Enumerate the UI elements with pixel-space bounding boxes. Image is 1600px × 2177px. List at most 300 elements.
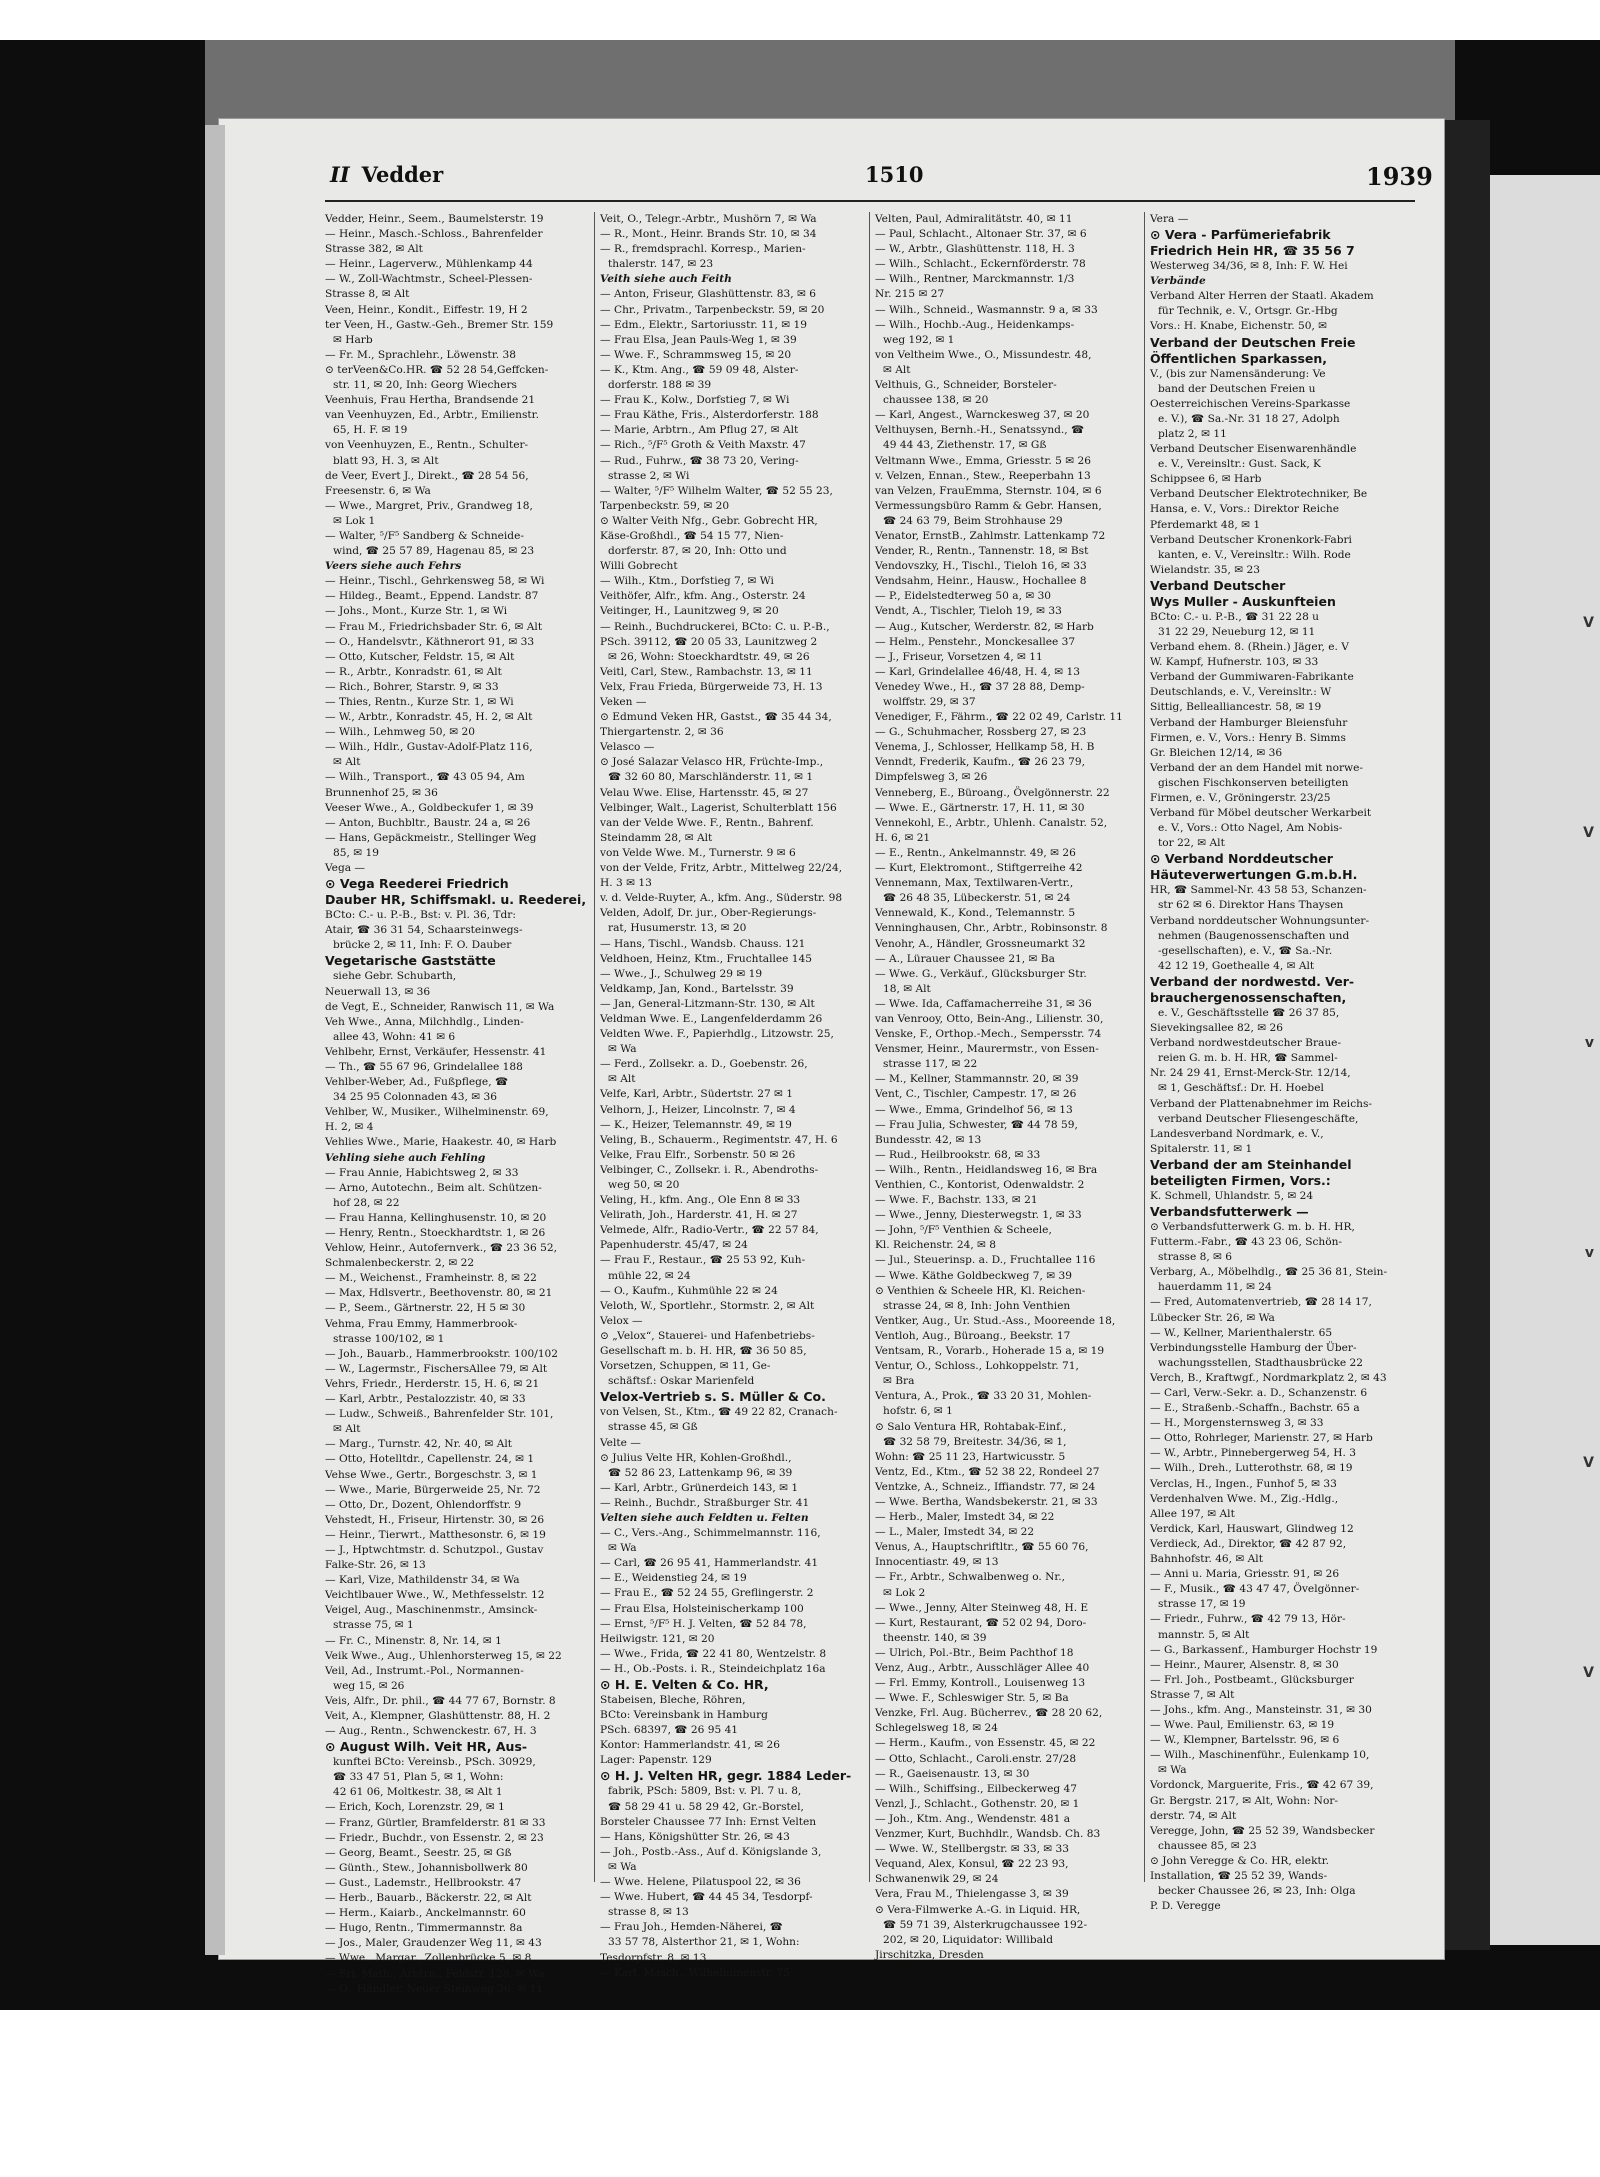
directory-entry: — Erich, Koch, Lorenzstr. 29, ✉ 1 (325, 1801, 505, 1814)
directory-entry: — Wwe. Paul, Emilienstr. 63, ✉ 19 (1150, 1719, 1335, 1732)
directory-entry: ⊙ John Veregge & Co. HR, elektr. (1150, 1854, 1330, 1867)
directory-entry: — Frl. Joh., Postbeamt., Glücksburger (1150, 1673, 1354, 1686)
directory-entry: — Henry, Rentn., Stoeckhardtstr. 1, ✉ 26 (325, 1227, 546, 1239)
directory-entry: Vera — (1150, 213, 1189, 225)
directory-entry: Vermessungsbüro Ramm & Gebr. Hansen, (875, 499, 1102, 512)
directory-entry: Deutschlands, e. V., Vereinsltr.: W (1150, 686, 1332, 699)
directory-entry: Venndt, Frederik, Kaufm., ☎ 26 23 79, (875, 756, 1085, 769)
directory-entry: — Karl, Arbtr., Pestalozzistr. 40, ✉ 33 (325, 1393, 526, 1406)
directory-entry: 49 44 43, Ziethenstr. 17, ✉ Gß (883, 439, 1047, 452)
directory-entry: Verband norddeutscher Wohnungsunter- (1150, 914, 1370, 927)
facing-page-fragment: v (1584, 1035, 1594, 1051)
directory-entry: v. Velzen, Ennan., Stew., Reeperbahn 13 (875, 469, 1091, 482)
directory-entry: — Franz, Gürtler, Bramfelderstr. 81 ✉ 33 (325, 1816, 546, 1829)
directory-entry: Falke-Str. 26, ✉ 13 (325, 1559, 426, 1572)
directory-entry: Kl. Reichenstr. 24, ✉ 8 (875, 1239, 997, 1252)
directory-entry: — Wwe., Emma, Grindelhof 56, ✉ 13 (875, 1103, 1073, 1116)
directory-entry: Strasse 8, ✉ Alt (325, 288, 410, 301)
directory-entry: — Arno, Autotechn., Beim alt. Schützen- (325, 1181, 542, 1194)
directory-entry: ☎ 52 86 23, Lattenkamp 96, ✉ 39 (608, 1466, 793, 1479)
directory-entry: Öffentlichen Sparkassen, (1150, 350, 1328, 366)
directory-entry: H. 2, ✉ 4 (325, 1121, 374, 1134)
directory-entry: ☎ 59 71 39, Alsterkrugchaussee 192- (883, 1918, 1088, 1931)
directory-entry: Velthuis, G., Schneider, Borsteler- (875, 379, 1057, 392)
directory-entry: e. V., Geschäftsstelle ☎ 26 37 85, (1158, 1006, 1340, 1019)
directory-entry: — R., Gaeisenaustr. 13, ✉ 30 (875, 1767, 1030, 1780)
directory-entry: — Otto, Dr., Dozent, Ohlendorffstr. 9 (325, 1498, 522, 1511)
directory-entry: — Anton, Friseur, Glashüttenstr. 83, ✉ 6 (600, 288, 816, 301)
directory-entry: Ventur, O., Schloss., Lohkoppelstr. 71, (875, 1360, 1079, 1373)
directory-entry: — O., Kaufm., Kuhmühle 22 ✉ 24 (600, 1284, 778, 1297)
directory-entry: — Kurt, Elektromont., Stiftgerreihe 42 (875, 862, 1083, 875)
directory-entry: Allee 197, ✉ Alt (1150, 1507, 1235, 1520)
directory-entry: allee 43, Wohn: 41 ✉ 6 (333, 1030, 456, 1043)
directory-entry: e. V., Vereinsltr.: Gust. Sack, K (1158, 458, 1321, 471)
directory-entry: Veldman Wwe. E., Langenfelderdamm 26 (600, 1012, 823, 1025)
directory-entry: — Edm., Elektr., Sartoriusstr. 11, ✉ 19 (600, 318, 807, 331)
directory-entry: ⊙ Vera - Parfümeriefabrik (1150, 227, 1331, 243)
directory-entry: — Wilh., Hochb.-Aug., Heidenkamps- (875, 318, 1075, 331)
directory-entry: Verbarg, A., Möbelhdlg., ☎ 25 36 81, Stein- (1150, 1266, 1388, 1279)
directory-entry: kanten, e. V., Vereinsltr.: Wilh. Rode (1158, 548, 1351, 561)
directory-entry: 42 61 06, Moltkestr. 38, ✉ Alt 1 (333, 1786, 503, 1799)
directory-entry: Veldten Wwe. F., Papierhdlg., Litzowstr. 25, (600, 1028, 834, 1041)
directory-entry: Vera, Frau M., Thielengasse 3, ✉ 39 (875, 1888, 1069, 1901)
directory-entry: — Frau Joh., Hemden-Näherei, ☎ (600, 1921, 783, 1934)
directory-entry: — Karl, Angest., Warnckesweg 37, ✉ 20 (875, 409, 1090, 422)
directory-entry: Verdieck, Ad., Direktor, ☎ 42 87 92, (1150, 1537, 1347, 1550)
directory-entry: BCto: C.- u. P.-B., Bst: v. Pl. 36, Tdr: (325, 909, 516, 922)
directory-entry: Velke, Frau Elfr., Sorbenstr. 50 ✉ 26 (600, 1148, 796, 1161)
directory-entry: — O., Handelsvtr., Käthnerort 91, ✉ 33 (325, 635, 535, 648)
directory-entry: — Carl, Verw.-Sekr. a. D., Schanzenstr. 6 (1150, 1387, 1368, 1399)
directory-entry: W. Kampf, Hufnerstr. 103, ✉ 33 (1150, 656, 1319, 669)
directory-entry: ⊙ Vega Reederei Friedrich (325, 876, 509, 892)
directory-entry: — Marie, Arbtrn., Am Pflug 27, ✉ Alt (600, 424, 799, 437)
directory-entry: Veik Wwe., Aug., Uhlenhorsterweg 15, ✉ 22 (325, 1649, 562, 1662)
directory-entry: — Johs., Mont., Kurze Str. 1, ✉ Wi (325, 605, 508, 618)
directory-entry: Venus, A., Hauptschriftltr., ☎ 55 60 76, (875, 1541, 1089, 1554)
directory-entry: Veldkamp, Jan, Kond., Bartelsstr. 39 (600, 982, 794, 995)
directory-entry: — Otto, Kutscher, Feldstr. 15, ✉ Alt (325, 650, 515, 663)
directory-entry: Vehling siehe auch Fehling (325, 1151, 486, 1164)
directory-entry: Ventloh, Aug., Büroang., Beekstr. 17 (875, 1329, 1071, 1342)
directory-entry: — G., Barkassenf., Hamburger Hochstr 19 (1150, 1643, 1378, 1656)
directory-entry: H. 3 ✉ 13 (600, 877, 652, 890)
directory-entry: Verch, B., Kraftwgf., Nordmarkplatz 2, ✉ 43 (1150, 1371, 1387, 1384)
directory-entry: 85, ✉ 19 (333, 846, 379, 859)
directory-entry: ✉ Wa (608, 1043, 637, 1056)
directory-entry: Verband Deutscher Elektrotechniker, Be (1150, 488, 1368, 501)
directory-entry: rat, Husumerstr. 13, ✉ 20 (608, 922, 747, 935)
directory-entry: Vegetarische Gaststätte (325, 953, 496, 969)
directory-entry: — Friedr., Fuhrw., ☎ 42 79 13, Hör- (1150, 1613, 1346, 1626)
directory-entry: Wys Muller - Auskunfteien (1150, 593, 1336, 609)
directory-entry: ⊙ Vera-Filmwerke A.-G. in Liquid. HR, (875, 1903, 1081, 1916)
directory-entry: — H., Morgensternsweg 3, ✉ 33 (1150, 1417, 1324, 1430)
directory-entry: — Fri. Math., Arbtrn., Feldstr. 128, ✉ Wa (325, 1967, 545, 1980)
directory-entry: Vehstedt, H., Friseur, Hirtenstr. 30, ✉ 26 (325, 1513, 545, 1526)
directory-entry: Velte — (600, 1436, 641, 1449)
directory-entry: dorferstr. 188 ✉ 39 (608, 379, 712, 392)
directory-entry: — Wwe., J., Schulweg 29 ✉ 19 (600, 967, 763, 980)
directory-entry: Dauber HR, Schiffsmakl. u. Reederei, (325, 892, 587, 908)
directory-entry: Veenhuis, Frau Hertha, Brandsende 21 (325, 394, 536, 407)
directory-entry: von Veltheim Wwe., O., Missundestr. 48, (875, 348, 1092, 361)
directory-entry: Velox — (600, 1314, 643, 1327)
directory-entry: — Frau Annie, Habichtsweg 2, ✉ 33 (325, 1166, 519, 1179)
directory-entry: — Fr. C., Minenstr. 8, Nr. 14, ✉ 1 (325, 1634, 502, 1647)
column-2 (600, 212, 865, 1979)
directory-entry: Spitalerstr. 11, ✉ 1 (1150, 1142, 1253, 1155)
directory-entry: — Wilh., Schneid., Wasmannstr. 9 a, ✉ 33 (875, 303, 1098, 316)
directory-entry: thalerstr. 147, ✉ 23 (608, 258, 714, 271)
directory-entry: blatt 93, H. 3, ✉ Alt (333, 454, 439, 467)
directory-entry: Velden, Adolf, Dr. jur., Ober-Regierungs- (600, 907, 817, 920)
directory-entry: Veis, Alfr., Dr. phil., ☎ 44 77 67, Bornstr. 8 (325, 1694, 556, 1707)
directory-entry: ⊙ Venthien & Scheele HR, Kl. Reichen- (875, 1284, 1086, 1297)
directory-entry: Verdick, Karl, Hauswart, Glindweg 12 (1150, 1522, 1354, 1535)
directory-entry: — Karl, Vize, Mathildenstr 34, ✉ Wa (325, 1574, 520, 1587)
directory-entry: Gesellschaft m. b. H. HR, ☎ 36 50 85, (600, 1345, 807, 1358)
directory-entry: Velx, Frau Frieda, Bürgerweide 73, H. 13 (600, 680, 823, 693)
head-word: Vedder (361, 162, 444, 187)
directory-entry: — Frau Hanna, Kellinghusenstr. 10, ✉ 20 (325, 1211, 547, 1224)
directory-entry: — Herb., Bauarb., Bäckerstr. 22, ✉ Alt (325, 1892, 532, 1905)
directory-entry: Verbandsfutterwerk — (1150, 1203, 1309, 1219)
directory-entry: Venzke, Frl. Aug. Bücherrev., ☎ 28 20 62, (875, 1707, 1103, 1720)
directory-entry: Installation, ☎ 25 52 39, Wands- (1150, 1870, 1328, 1882)
directory-entry: — Karl, Grindelallee 46/48, H. 4, ✉ 13 (875, 665, 1080, 678)
directory-entry: — Joh., Bauarb., Hammerbrookstr. 100/102 (325, 1347, 559, 1360)
directory-entry: Gr. Bleichen 12/14, ✉ 36 (1150, 746, 1283, 759)
directory-entry: — Max, Hdlsvertr., Beethovenstr. 80, ✉ 21 (325, 1287, 553, 1300)
directory-entry: Firmen, e. V., Gröningerstr. 23/25 (1150, 792, 1331, 804)
directory-entry: Vorsetzen, Schuppen, ✉ 11, Ge- (600, 1360, 771, 1373)
directory-entry: Schmalenbeckerstr. 2, ✉ 22 (325, 1257, 475, 1270)
binding-gutter (1443, 120, 1490, 1950)
directory-entry: Velthuysen, Bernh.-H., Senatssynd., ☎ (875, 424, 1085, 437)
directory-entry: — Rud., Heilbrookstr. 68, ✉ 33 (875, 1148, 1041, 1161)
directory-entry: Thiergartenstr. 2, ✉ 36 (600, 726, 724, 739)
directory-entry: ⊙ José Salazar Velasco HR, Früchte-Imp., (600, 756, 824, 769)
directory-entry: hofstr. 6, ✉ 1 (883, 1405, 953, 1418)
directory-entry: ⊙ Verbandsfutterwerk G. m. b. H. HR, (1150, 1220, 1355, 1233)
directory-entry: Venz, Aug., Arbtr., Ausschläger Allee 40 (875, 1662, 1090, 1674)
directory-entry: H. 6, ✉ 21 (875, 831, 931, 844)
directory-entry: Verband Alter Herren der Staatl. Akadem (1150, 290, 1374, 303)
directory-entry: Verband der am Steinhandel (1150, 1156, 1352, 1172)
directory-entry: ✉ Alt (883, 363, 911, 376)
directory-entry: — Fred, Automatenvertrieb, ☎ 28 14 17, (1150, 1296, 1372, 1309)
directory-entry: — Paul, Schlacht., Altonaer Str. 37, ✉ 6 (875, 228, 1087, 241)
directory-entry: Verband Deutscher Kronenkork-Fabri (1150, 533, 1352, 546)
directory-entry: Vennewald, K., Kond., Telemannstr. 5 (875, 907, 1076, 920)
directory-entry: ✉ Wa (1158, 1764, 1187, 1777)
directory-entry: Oesterreichischen Vereins-Sparkasse (1150, 397, 1351, 410)
directory-entry: — Frau K., Kolw., Dorfstieg 7, ✉ Wi (600, 394, 790, 407)
directory-entry: Vendt, A., Tischler, Tieloh 19, ✉ 33 (875, 605, 1062, 618)
directory-entry: Ventura, A., Prok., ☎ 33 20 31, Mohlen- (875, 1390, 1092, 1403)
directory-entry: fabrik, PSch: 5809, Bst: v. Pl. 7 u. 8, (608, 1785, 802, 1798)
directory-entry: Häuteverwertungen G.m.b.H. (1150, 867, 1358, 883)
directory-entry: — W., Klempner, Bartelsstr. 96, ✉ 6 (1150, 1734, 1340, 1747)
directory-entry: Ventzke, A., Schneiz., Iffiandstr. 77, ✉ 24 (875, 1480, 1096, 1493)
directory-entry: PSch. 68397, ☎ 26 95 41 (600, 1724, 739, 1737)
directory-entry: — Joh., Postb.-Ass., Auf d. Königslande 3, (600, 1845, 822, 1858)
directory-entry: Freesenstr. 6, ✉ Wa (325, 484, 431, 497)
directory-entry: — Wilh., Hdlr., Gustav-Adolf-Platz 116, (325, 741, 533, 754)
directory-entry: Verband der Deutschen Freie (1150, 334, 1356, 350)
directory-entry: 31 22 29, Neueburg 12, ✉ 11 (1158, 625, 1316, 638)
directory-entry: Vehlber, W., Musiker., Wilhelminenstr. 69, (325, 1106, 549, 1119)
directory-entry: Venediger, F., Fährm., ☎ 22 02 49, Carlstr. 11 (875, 711, 1123, 724)
directory-entry: ✉ 1, Geschäftsf.: Dr. H. Hoebel (1158, 1082, 1324, 1095)
directory-entry: ☎ 32 58 79, Breitestr. 34/36, ✉ 1, (883, 1435, 1067, 1448)
directory-entry: Veh Wwe., Anna, Milchhdlg., Linden- (325, 1015, 524, 1028)
directory-entry: Vennemann, Max, Textilwaren-Vertr., (875, 877, 1074, 890)
directory-entry: — Wwe., Frida, ☎ 22 41 80, Wentzelstr. 8 (600, 1647, 827, 1660)
facing-page-fragment: V (1583, 1455, 1594, 1471)
directory-entry: — Rich., Bohrer, Starstr. 9, ✉ 33 (325, 680, 499, 693)
directory-entry: Venohr, A., Händler, Grossneumarkt 32 (875, 937, 1086, 950)
directory-entry: Bahnhofstr. 46, ✉ Alt (1150, 1553, 1263, 1566)
directory-entry: — Rud., Fuhrw., ☎ 38 73 20, Vering- (600, 454, 799, 467)
directory-entry: Vendovszky, H., Tischl., Tieloh 16, ✉ 33 (875, 560, 1087, 573)
directory-entry: von Velde Wwe. M., Turnerstr. 9 ✉ 6 (600, 846, 796, 859)
directory-entry: Schlegelsweg 18, ✉ 24 (875, 1722, 998, 1735)
directory-entry: — Hildeg., Beamt., Eppend. Landstr. 87 (325, 590, 539, 603)
directory-entry: — Frau F., Restaur., ☎ 25 53 92, Kuh- (600, 1254, 806, 1267)
directory-entry: — L., Maler, Imstedt 34, ✉ 22 (875, 1526, 1035, 1539)
directory-entry: — Hugo, Rentn., Timmermannstr. 8a (325, 1922, 523, 1935)
directory-entry: — Otto, Rohrleger, Marienstr. 27, ✉ Harb (1150, 1432, 1373, 1445)
directory-entry: derstr. 74, ✉ Alt (1150, 1809, 1237, 1822)
column-divider (594, 212, 595, 1882)
directory-entry: Brunnenhof 25, ✉ 36 (325, 786, 438, 799)
directory-entry: ⊙ H. E. Velten & Co. HR, (600, 1677, 769, 1692)
directory-entry: — Hans, Tischl., Wandsb. Chauss. 121 (600, 937, 806, 950)
directory-entry: ✉ Alt (333, 1423, 361, 1436)
directory-entry: BCto: C.- u. P.-B., ☎ 31 22 28 u (1150, 610, 1320, 623)
directory-entry: — Jos., Maler, Graudenzer Weg 11, ✉ 43 (325, 1937, 542, 1950)
directory-entry: ⊙ „Velox“, Stauerei- und Hafenbetriebs- (600, 1329, 815, 1342)
directory-entry: ☎ 26 48 35, Lübeckerstr. 51, ✉ 24 (883, 892, 1071, 905)
directory-entry: — John, ⁵/F⁵ Venthien & Scheele, (875, 1224, 1052, 1237)
directory-entry: Venneberg, E., Büroang., Övelgönnerstr. 22 (875, 786, 1110, 799)
directory-entry: — Thies, Rentn., Kurze Str. 1, ✉ Wi (325, 696, 514, 708)
directory-entry: Hansa, e. V., Vors.: Direktor Reiche (1150, 503, 1339, 516)
directory-entry: Papenhuderstr. 45/47, ✉ 24 (600, 1239, 748, 1252)
directory-entry: Velasco — (600, 741, 655, 754)
directory-entry: — Wilh., Ktm., Dorfstieg 7, ✉ Wi (600, 575, 774, 588)
directory-entry: — Marg., Turnstr. 42, Nr. 40, ✉ Alt (325, 1438, 513, 1451)
directory-entry: — Carl, ☎ 26 95 41, Hammerlandstr. 41 (600, 1557, 819, 1570)
directory-entry: strasse 24, ✉ 8, Inh: John Venthien (883, 1299, 1071, 1312)
directory-entry: Wohn: ☎ 25 11 23, Hartwicusstr. 5 (875, 1450, 1066, 1463)
directory-entry: — Th., ☎ 55 67 96, Grindelallee 188 (325, 1060, 523, 1073)
directory-entry: van Venrooy, Otto, Bein-Ang., Lilienstr. 30, (875, 1012, 1104, 1025)
directory-entry: Innocentiastr. 49, ✉ 13 (875, 1556, 999, 1569)
directory-entry: K. Schmell, Uhlandstr. 5, ✉ 24 (1150, 1189, 1314, 1202)
directory-entry: — E., Rentn., Ankelmannstr. 49, ✉ 26 (875, 846, 1076, 859)
directory-entry: — Wilh., Rentn., Heidlandsweg 16, ✉ Bra (875, 1163, 1098, 1176)
directory-entry: — Herb., Maler, Imstedt 34, ✉ 22 (875, 1511, 1055, 1524)
column-1 (325, 212, 590, 1995)
directory-entry: Veloth, W., Sportlehr., Stormstr. 2, ✉ Alt (600, 1299, 815, 1312)
directory-entry: ✉ Lok 1 (333, 514, 376, 527)
directory-entry: 34 25 95 Colonnaden 43, ✉ 36 (333, 1091, 497, 1104)
directory-entry: Vender, R., Rentn., Tannenstr. 18, ✉ Bst (875, 545, 1089, 558)
directory-entry: Verclas, H., Ingen., Funhof 5, ✉ 33 (1150, 1477, 1337, 1490)
directory-entry: Veithöfer, Alfr., kfm. Ang., Osterstr. 24 (600, 590, 806, 603)
directory-entry: Neuerwall 13, ✉ 36 (325, 985, 431, 998)
directory-entry: — J., Friseur, Vorsetzen 4, ✉ 11 (875, 650, 1043, 663)
directory-entry: Sievekingsallee 82, ✉ 26 (1150, 1022, 1283, 1035)
directory-entry: Borsteler Chaussee 77 Inh: Ernst Velten (600, 1815, 817, 1828)
directory-entry: Heilwigstr. 121, ✉ 20 (600, 1632, 715, 1645)
directory-entry: Velhorn, J., Heizer, Lincolnstr. 7, ✉ 4 (600, 1103, 796, 1116)
directory-entry: — Anni u. Maria, Griesstr. 91, ✉ 26 (1150, 1568, 1340, 1581)
directory-entry: — R., fremdsprachl. Korresp., Marien- (600, 243, 806, 256)
year: 1939 (1366, 162, 1433, 191)
directory-entry: Verdenhalven Wwe. M., Zig.-Hdlg., (1150, 1492, 1339, 1505)
directory-entry: — W., Kellner, Marienthalerstr. 65 (1150, 1326, 1333, 1339)
directory-entry: Velmede, Alfr., Radio-Vertr., ☎ 22 57 84, (600, 1224, 819, 1237)
directory-entry: Vordonck, Marguerite, Fris., ☎ 42 67 39, (1150, 1779, 1374, 1792)
directory-entry: — Wwe., Margret, Priv., Grandweg 18, (325, 499, 533, 512)
directory-entry: brücke 2, ✉ 11, Inh: F. O. Dauber (333, 939, 512, 952)
directory-entry: Strasse 7, ✉ Alt (1150, 1688, 1235, 1701)
directory-entry: schäftsf.: Oskar Marienfeld (608, 1375, 755, 1388)
directory-entry: — W., Zoll-Wachtmstr., Scheel-Plessen- (325, 273, 533, 286)
directory-entry: — W., Arbtr., Glashüttenstr. 118, H. 3 (875, 243, 1075, 256)
directory-entry: Verband der Plattenabnehmer im Reichs- (1150, 1097, 1372, 1110)
directory-entry: Verband nordwestdeutscher Braue- (1150, 1037, 1342, 1050)
facing-page-fragment: V (1583, 1665, 1594, 1681)
directory-entry: — Walter, ⁵/F⁵ Wilhelm Walter, ☎ 52 55 23, (600, 484, 833, 497)
directory-entry: Veers siehe auch Fehrs (325, 560, 462, 573)
directory-entry: Wielandstr. 35, ✉ 23 (1150, 563, 1260, 576)
directory-entry: — Frau M., Friedrichsbader Str. 6, ✉ Alt (325, 620, 543, 633)
directory-entry: Verband Deutscher (1150, 577, 1286, 593)
directory-entry: str 62 ✉ 6. Direktor Hans Thaysen (1158, 899, 1344, 912)
directory-entry: — E., Weidenstieg 24, ✉ 19 (600, 1572, 747, 1585)
directory-entry: — J., Hptwchtmstr. d. Schutzpol., Gustav (325, 1543, 544, 1556)
directory-entry: strasse 75, ✉ 1 (333, 1619, 414, 1632)
directory-entry: Veeser Wwe., A., Goldbeckufer 1, ✉ 39 (325, 801, 534, 814)
directory-entry: Dimpfelsweg 3, ✉ 26 (875, 771, 988, 784)
directory-entry: Verband ehem. 8. (Rhein.) Jäger, e. V (1150, 641, 1349, 654)
directory-entry: strasse 117, ✉ 22 (883, 1058, 978, 1071)
directory-entry: — Hans, Königshütter Str. 26, ✉ 43 (600, 1830, 790, 1843)
directory-entry: Vehlbehr, Ernst, Verkäufer, Hessenstr. 41 (325, 1045, 547, 1058)
directory-entry: Veling, H., kfm. Ang., Ole Enn 8 ✉ 33 (600, 1194, 801, 1207)
directory-entry: — Heinr., Tischl., Gehrkensweg 58, ✉ Wi (325, 575, 545, 588)
directory-entry: — Karl, Arbtr., Grünerdeich 143, ✉ 1 (600, 1481, 799, 1494)
directory-entry: — Kurt, Restaurant, ☎ 52 02 94, Doro- (875, 1616, 1087, 1629)
directory-entry: Verband für Möbel deutscher Werkarbeit (1150, 807, 1372, 820)
directory-entry: — Wilh., Dreh., Lutterothstr. 68, ✉ 19 (1150, 1462, 1353, 1475)
directory-entry: mannstr. 5, ✉ Alt (1158, 1628, 1250, 1641)
directory-entry: — M., Kellner, Stammannstr. 20, ✉ 39 (875, 1073, 1079, 1086)
directory-entry: Venske, F., Orthop.-Mech., Sempersstr. 74 (875, 1028, 1102, 1041)
directory-entry: Veigel, Aug., Maschinenmstr., Amsinck- (325, 1604, 538, 1617)
column-divider (1144, 212, 1145, 1882)
directory-entry: Vehrs, Friedr., Herderstr. 15, H. 6, ✉ 21 (325, 1377, 540, 1390)
directory-entry: — Wilh., Schlacht., Eckernförderstr. 78 (875, 258, 1086, 271)
directory-entry: weg 50, ✉ 20 (608, 1179, 680, 1191)
directory-entry: Ventz, Ed., Ktm., ☎ 52 38 22, Rondeel 27 (875, 1465, 1100, 1478)
directory-entry: Venator, ErnstB., Zahlmstr. Lattenkamp 72 (875, 529, 1106, 542)
directory-entry: hauerdamm 11, ✉ 24 (1158, 1281, 1272, 1294)
directory-entry: Veichtlbauer Wwe., W., Methfesselstr. 12 (325, 1589, 545, 1602)
directory-entry: tor 22, ✉ Alt (1158, 837, 1225, 850)
directory-entry: mühle 22, ✉ 24 (608, 1269, 691, 1282)
directory-entry: von Velsen, St., Ktm., ☎ 49 22 82, Cranach- (600, 1406, 838, 1419)
directory-entry: Verband der Hamburger Bleiensfuhr (1150, 716, 1348, 729)
directory-entry: — Frau Elsa, Holsteinischerkamp 100 (600, 1602, 804, 1615)
directory-entry: — R., Arbtr., Konradstr. 61, ✉ Alt (325, 665, 502, 678)
directory-entry: e. V.), ☎ Sa.-Nr. 31 18 27, Adolph (1158, 412, 1340, 425)
directory-entry: 42 12 19, Goethealle 4, ✉ Alt (1158, 959, 1315, 972)
directory-entry: — Helm., Penstehr., Monckesallee 37 (875, 635, 1076, 648)
directory-entry: — Chr., Privatm., Tarpenbeckstr. 59, ✉ 20 (600, 303, 825, 316)
directory-entry: Tesdorpfstr. 8, ✉ 13 (600, 1951, 707, 1964)
directory-entry: — Wwe., Jenny, Diesterwegstr. 1, ✉ 33 (875, 1209, 1082, 1222)
facing-page-fragment: V (1583, 615, 1594, 631)
directory-entry: strasse 45, ✉ Gß (608, 1421, 698, 1434)
directory-entry: — Wwe. F., Bachstr. 133, ✉ 21 (875, 1194, 1038, 1207)
directory-entry: ✉ Alt (333, 756, 361, 769)
directory-entry: — Hans, Gepäckmeistr., Stellinger Weg (325, 831, 537, 844)
directory-entry: — W., Arbtr., Konradstr. 45, H. 2, ✉ Alt (325, 711, 533, 724)
directory-entry: wind, ☎ 25 57 89, Hagenau 85, ✉ 23 (333, 545, 535, 558)
directory-entry: — R., Mont., Heinr. Brands Str. 10, ✉ 34 (600, 228, 817, 241)
directory-entry: P. D. Veregge (1150, 1900, 1221, 1913)
directory-entry: Jirschitzka, Dresden (875, 1948, 984, 1961)
directory-entry: band der Deutschen Freien u (1158, 382, 1316, 395)
directory-entry: von Veenhuyzen, E., Rentn., Schulter- (325, 439, 529, 452)
directory-entry: — Heinr., Tierwrt., Matthesonstr. 6, ✉ 19 (325, 1528, 546, 1541)
directory-entry: Käse-Großhdl., ☎ 54 15 77, Nien- (600, 529, 784, 542)
directory-entry: — K., Ktm. Ang., ☎ 59 09 48, Alster- (600, 363, 799, 376)
directory-entry: Bundesstr. 42, ✉ 13 (875, 1133, 982, 1146)
directory-entry: Lübecker Str. 26, ✉ Wa (1150, 1311, 1275, 1324)
directory-entry: Verband der nordwestd. Ver- (1150, 973, 1355, 989)
directory-entry: Westerweg 34/36, ✉ 8, Inh: F. W. Hei (1150, 260, 1348, 273)
directory-entry: — Frau E., ☎ 52 24 55, Greflingerstr. 2 (600, 1587, 814, 1600)
directory-entry: Velau Wwe. Elise, Hartensstr. 45, ✉ 27 (600, 786, 809, 799)
directory-entry: — Frl. Emmy, Kontroll., Louisenweg 13 (875, 1677, 1086, 1690)
directory-entry: Vehse Wwe., Gertr., Borgeschstr. 3, ✉ 1 (325, 1468, 538, 1481)
directory-entry: ✉ Wa (608, 1860, 637, 1873)
directory-entry: -gesellschaften), e. V., ☎ Sa.-Nr. (1158, 944, 1333, 957)
directory-entry: Firmen, e. V., Vors.: Henry B. Simms (1150, 731, 1346, 744)
directory-entry: Lager: Papenstr. 129 (600, 1754, 712, 1767)
directory-entry: Velbinger, C., Zollsekr. i. R., Abendroths- (600, 1163, 819, 1176)
directory-entry: — Wwe. E., Gärtnerstr. 17, H. 11, ✉ 30 (875, 801, 1085, 814)
directory-entry: Sittig, Bellealliancestr. 58, ✉ 19 (1150, 701, 1322, 714)
directory-entry: — Herm., Kaufm., von Essenstr. 45, ✉ 22 (875, 1737, 1096, 1750)
directory-entry: Landesverband Nordmark, e. V., (1150, 1127, 1324, 1140)
directory-entry: V., (bis zur Namensänderung: Ve (1150, 367, 1326, 380)
directory-entry: — Frau Käthe, Fris., Alsterdorferstr. 188 (600, 409, 819, 422)
directory-entry: van Velzen, FrauEmma, Sternstr. 104, ✉ 6 (875, 484, 1102, 497)
directory-entry: — Wilh., Rentner, Marckmannstr. 1/3 (875, 273, 1075, 286)
directory-entry: — W., Arbtr., Pinnebergerweg 54, H. 3 (1150, 1447, 1356, 1460)
directory-entry: — W., Lagermstr., FischersAllee 79, ✉ Alt (325, 1362, 548, 1375)
